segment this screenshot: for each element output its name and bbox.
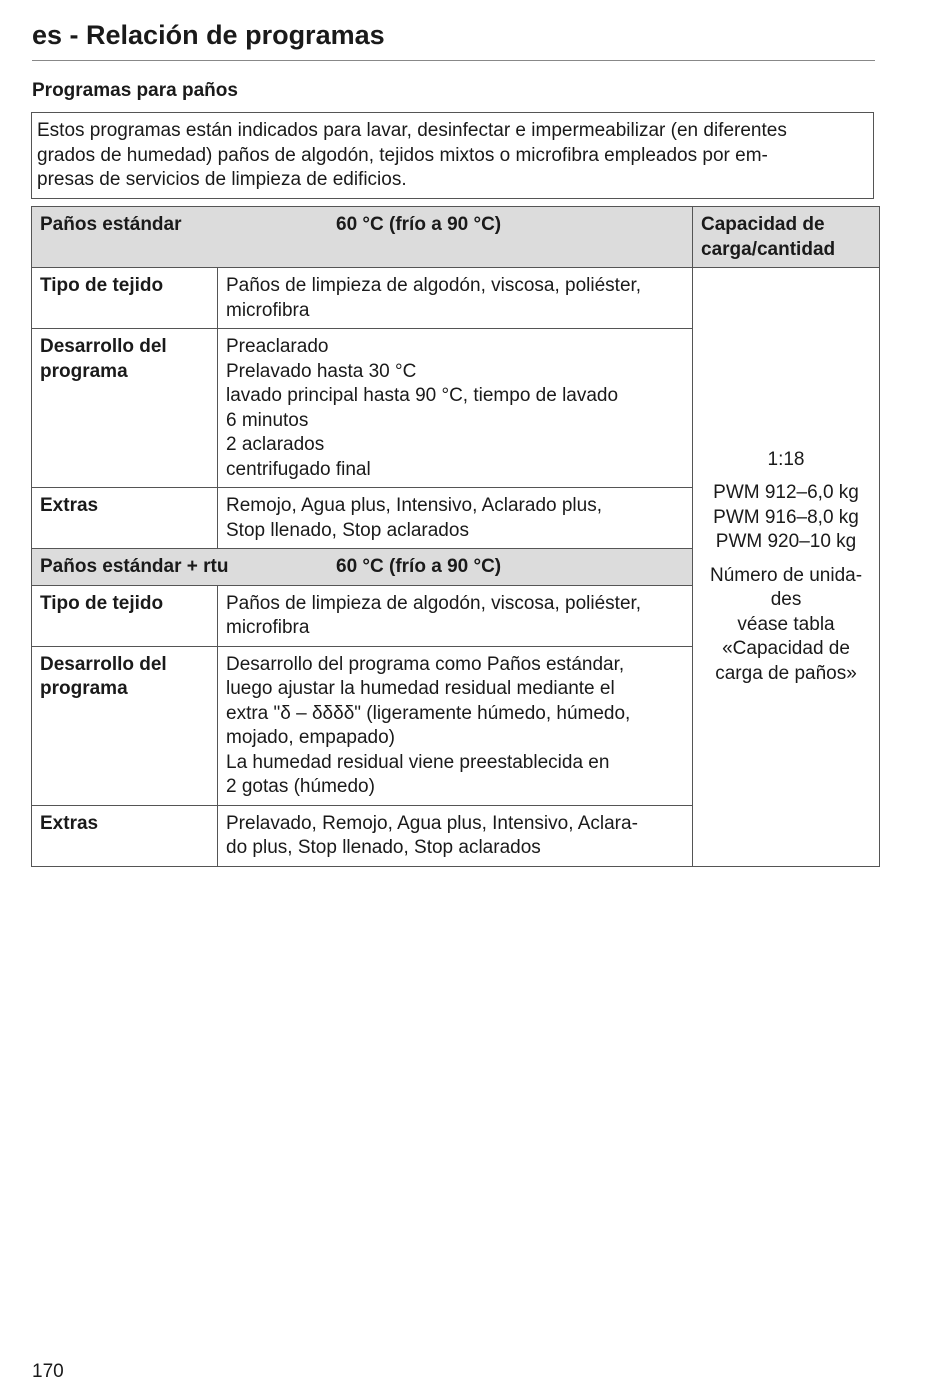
program1-desarrollo-line: 6 minutos — [226, 409, 309, 431]
program2-desarrollo-line: mojado, empapado) — [226, 727, 395, 748]
capacity-note-line: des — [770, 589, 802, 610]
program-table — [31, 206, 880, 867]
section-heading: Programas para paños — [32, 80, 238, 101]
intro-line: Estos programas están indicados para lavar, desinfectar e impermeabilizar (en diferentes — [37, 120, 787, 141]
program2-tipo-line: microfibra — [226, 617, 310, 638]
program1-desarrollo-line: Preaclarado — [226, 336, 329, 357]
program2-tipo-line: Paños de limpieza de algodón, viscosa, poliéster, — [226, 592, 642, 614]
program1-name: Paños estándar — [40, 214, 182, 235]
capacity-note-line: «Capacidad de — [722, 638, 850, 659]
capacity-header-line: carga/cantidad — [701, 238, 836, 260]
program2-tipo-value — [218, 585, 693, 646]
program2-desarrollo-line: La humedad residual viene preestablecida en — [226, 751, 610, 773]
capacity-note-line: véase tabla — [737, 613, 835, 635]
program2-desarrollo-label-line: programa — [40, 678, 128, 699]
intro-box — [31, 112, 874, 199]
program1-desarrollo-line: lavado principal hasta 90 °C, tiempo de lavado — [226, 385, 619, 406]
capacity-note — [697, 564, 875, 687]
program1-tipo-line: Paños de limpieza de algodón, viscosa, poliéster, — [226, 275, 642, 296]
program1-desarrollo-label-line: programa — [40, 360, 128, 382]
program1-extras-label: Extras — [32, 488, 218, 549]
capacity-model: PWM 920–10 kg — [715, 531, 857, 552]
program1-desarrollo-label-line: Desarrollo del — [40, 336, 167, 357]
program2-extras-line: do plus, Stop llenado, Stop aclarados — [226, 837, 541, 858]
program1-desarrollo-line: centrifugado final — [226, 458, 371, 480]
capacity-ratio: 1:18 — [767, 448, 805, 470]
capacity-cell — [693, 268, 880, 867]
program2-extras-value — [218, 805, 693, 866]
intro-line: presas de servicios de limpieza de edificios. — [37, 169, 407, 190]
program2-header-cell — [32, 549, 693, 586]
page-number: 170 — [32, 1361, 64, 1382]
program2-name: Paños estándar + rtu — [40, 556, 229, 577]
program2-desarrollo-line: extra "δ – δδδδ" (ligeramente húmedo, húmedo, — [226, 702, 631, 724]
program1-extras-line: Stop llenado, Stop aclarados — [226, 519, 469, 541]
program2-extras-line: Prelavado, Remojo, Agua plus, Intensivo, Aclara- — [226, 812, 638, 834]
capacity-models — [697, 481, 875, 555]
program2-desarrollo-value — [218, 646, 693, 805]
capacity-header — [693, 207, 880, 268]
program2-desarrollo-label-line: Desarrollo del — [40, 653, 167, 675]
program1-desarrollo-value — [218, 329, 693, 488]
capacity-header-line: Capacidad de — [701, 214, 825, 235]
program1-header-cell — [32, 207, 693, 268]
capacity-note-line: Número de unida- — [709, 564, 863, 586]
title-divider — [32, 60, 875, 61]
program2-extras-label: Extras — [32, 805, 218, 866]
program1-desarrollo-line: Prelavado hasta 30 °C — [226, 360, 417, 382]
capacity-model: PWM 916–8,0 kg — [713, 506, 859, 528]
program1-tipo-label: Tipo de tejido — [32, 268, 218, 329]
program1-tipo-value — [218, 268, 693, 329]
program1-extras-value — [218, 488, 693, 549]
program1-tipo-row — [32, 268, 880, 329]
program2-tipo-label: Tipo de tejido — [32, 585, 218, 646]
program2-desarrollo-line: 2 gotas (húmedo) — [226, 776, 375, 797]
intro-line: grados de humedad) paños de algodón, tejidos mixtos o microfibra empleados por em- — [37, 144, 768, 166]
page-title: es - Relación de programas — [32, 20, 385, 50]
program1-header-row — [32, 207, 880, 268]
program2-desarrollo-line: luego ajustar la humedad residual mediante el — [226, 678, 615, 699]
program1-extras-line: Remojo, Agua plus, Intensivo, Aclarado plus, — [226, 495, 603, 516]
program2-desarrollo-line: Desarrollo del programa como Paños estándar, — [226, 653, 625, 675]
program2-temp: 60 °C (frío a 90 °C) — [336, 556, 502, 577]
capacity-note-line: carga de paños» — [715, 662, 857, 684]
capacity-model: PWM 912–6,0 kg — [713, 482, 859, 503]
program1-desarrollo-line: 2 aclarados — [226, 434, 325, 455]
program2-desarrollo-label — [32, 646, 218, 805]
program1-temp: 60 °C (frío a 90 °C) — [336, 214, 502, 235]
program1-desarrollo-label — [32, 329, 218, 488]
program1-tipo-line: microfibra — [226, 299, 310, 321]
